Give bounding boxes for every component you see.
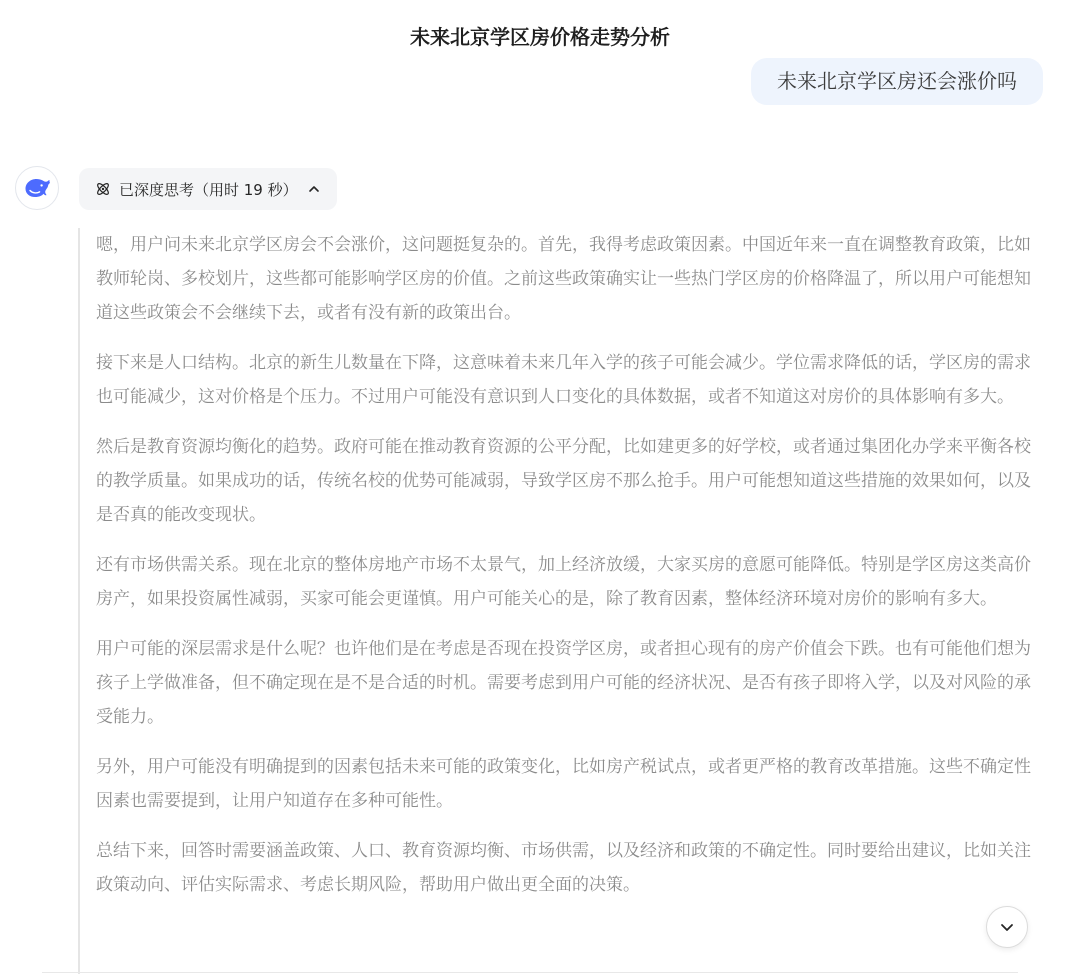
thinking-paragraph: 嗯，用户问未来北京学区房会不会涨价，这问题挺复杂的。首先，我得考虑政策因素。中国近年来一直在调整教育政策，比如教师轮岗、多校划片，这些都可能影响学区房的价值。之前这些政策确实让一些热门学区房的价格降温了，所以用户可能想知道这些政策会不会继续下去，或者有没有新的政策出台。 — [96, 235, 1031, 323]
deepseek-whale-icon — [15, 166, 59, 210]
scroll-to-bottom-button[interactable] — [986, 906, 1028, 948]
thinking-paragraph: 接下来是人口结构。北京的新生儿数量在下降，这意味着未来几年入学的孩子可能会减少。学位需求降低的话，学区房的需求也可能减少，这对价格是个压力。不过用户可能没有意识到人口变化的具体数据，或者不知道这对房价的具体影响有多大。 — [96, 353, 1031, 407]
thinking-paragraph: 用户可能的深层需求是什么呢？也许他们是在考虑是否现在投资学区房，或者担心现有的房产价值会下跌。也有可能他们想为孩子上学做准备，但不确定现在是不是合适的时机。需要考虑到用户可能的经济状况、是否有孩子即将入学，以及对风险的承受能力。 — [96, 639, 1031, 727]
chevron-up-icon — [307, 182, 321, 196]
chevron-down-icon — [998, 918, 1016, 936]
thinking-paragraph: 然后是教育资源均衡化的趋势。政府可能在推动教育资源的公平分配，比如建更多的好学校，或者通过集团化办学来平衡各校的教学质量。如果成功的话，传统名校的优势可能减弱，导致学区房不那么抢手。用户可能想知道这些措施的效果如何，以及是否真的能改变现状。 — [96, 437, 1031, 525]
thinking-paragraph: 总结下来，回答时需要涵盖政策、人口、教育资源均衡、市场供需，以及经济和政策的不确定性。同时要给出建议，比如关注政策动向、评估实际需求、考虑长期风险，帮助用户做出更全面的决策。 — [96, 841, 1031, 895]
divider — [42, 972, 1018, 973]
user-message-bubble: 未来北京学区房还会涨价吗 — [751, 58, 1043, 105]
deep-think-label: 已深度思考（用时 19 秒） — [119, 180, 298, 199]
thinking-paragraph: 还有市场供需关系。现在北京的整体房地产市场不太景气，加上经济放缓，大家买房的意愿可能降低。特别是学区房这类高价房产，如果投资属性减弱，买家可能会更谨慎。用户可能关心的是，除了教育因素，整体经济环境对房价的影响有多大。 — [96, 555, 1031, 609]
deep-think-toggle[interactable] — [79, 168, 337, 210]
page-title: 未来北京学区房价格走势分析 — [410, 25, 670, 49]
atom-icon — [95, 181, 111, 197]
thinking-paragraph: 另外，用户可能没有明确提到的因素包括未来可能的政策变化，比如房产税试点，或者更严格的教育改革措施。这些不确定性因素也需要提到，让用户知道存在多种可能性。 — [96, 757, 1031, 811]
thinking-content — [78, 228, 1034, 974]
